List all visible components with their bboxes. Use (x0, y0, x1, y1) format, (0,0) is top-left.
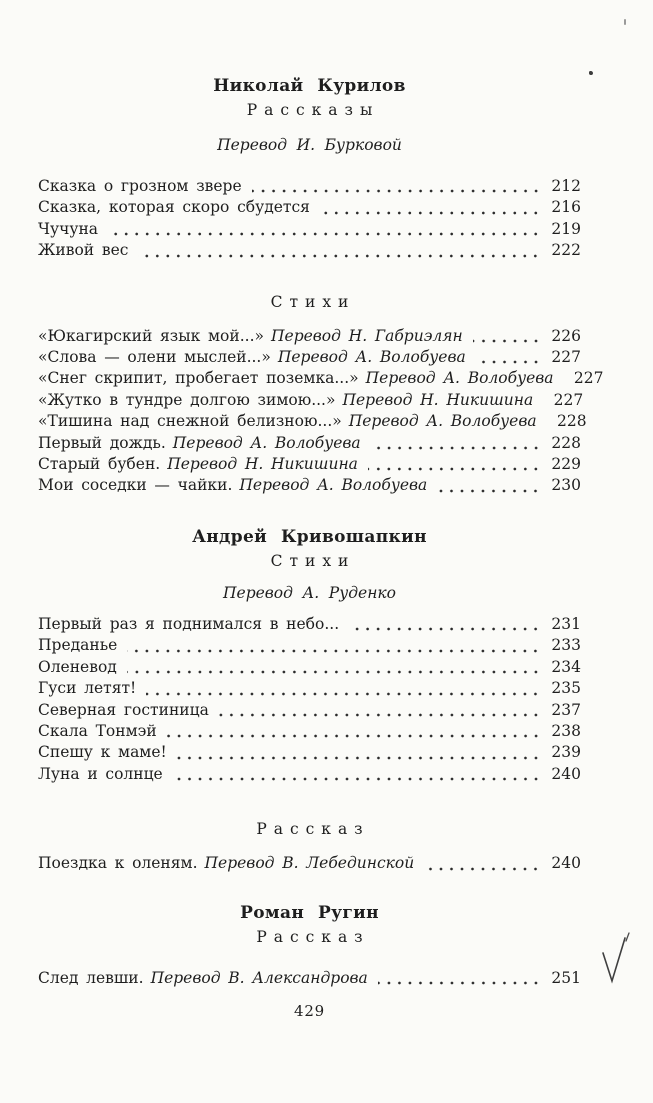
genre-heading: Рассказы (246, 101, 380, 119)
toc-entry-list (38, 176, 581, 262)
entry-page-number: 251 (551, 968, 581, 987)
toc-section (38, 901, 581, 989)
dot-leader (320, 211, 541, 215)
entry-title: Поездка к оленям. (38, 854, 198, 873)
entry-title: Оленевод (38, 657, 117, 676)
entry-title: Живой вес (38, 241, 129, 260)
entry-title: Старый бубен. (38, 455, 161, 474)
toc-entry (38, 968, 581, 989)
translator-note: Перевод И. Бурковой (217, 136, 402, 154)
entry-page-number: 227 (551, 348, 581, 367)
toc-entry (38, 176, 581, 197)
toc-entry-list (38, 326, 604, 497)
toc-entry-list (38, 853, 581, 874)
toc-sections (38, 74, 604, 989)
entry-translator: Перевод А. Волобуева (239, 476, 428, 495)
dot-leader (108, 232, 541, 236)
entry-page-number: 230 (551, 476, 581, 495)
author-heading: Андрей Кривошапкин (192, 526, 427, 547)
entry-page-number: 240 (551, 764, 581, 783)
entry-translator: Перевод А. Волобуева (172, 433, 361, 452)
dot-leader (219, 713, 541, 717)
entry-page-number: 239 (551, 743, 581, 762)
dot-leader (252, 189, 541, 193)
toc-entry (38, 475, 581, 496)
entry-title: Первый дождь. (38, 433, 166, 452)
entry-title: Скала Тонмэй (38, 721, 157, 740)
entry-translator: Перевод Н. Никишина (342, 390, 534, 409)
author-heading: Роман Ругин (240, 902, 379, 923)
toc-entry (38, 368, 604, 389)
toc-entry (38, 326, 581, 347)
entry-page-number: 212 (551, 177, 581, 195)
entry-page-number: 240 (551, 854, 581, 873)
toc-entry (38, 347, 581, 368)
entry-page-number: 227 (573, 369, 604, 388)
toc-entry (38, 219, 581, 240)
entry-translator: Перевод Н. Габриэлян (271, 326, 463, 345)
entry-translator: Перевод А. Волобуева (348, 412, 537, 431)
entry-title: «Юкагирский язык мой...» (38, 326, 264, 345)
entry-page-number: 229 (551, 455, 581, 474)
page-number: 429 (294, 1001, 325, 1020)
dot-leader (368, 467, 541, 471)
toc-entry (38, 764, 581, 785)
entry-title: Первый раз я поднимался в небо... (38, 614, 340, 633)
entry-page-number: 238 (551, 721, 581, 740)
dot-leader (127, 649, 541, 653)
dot-leader (177, 756, 541, 760)
entry-page-number: 226 (551, 326, 581, 345)
entry-page-number: 237 (551, 700, 581, 719)
entry-translator: Перевод А. Волобуева (277, 348, 466, 367)
dot-leader (146, 692, 541, 696)
entry-title: Гуси летят! (38, 679, 137, 698)
entry-page-number: 233 (551, 636, 581, 655)
toc-entry (38, 454, 581, 475)
genre-heading: Стихи (270, 551, 356, 570)
toc-section (38, 817, 581, 874)
entry-title: Мои соседки — чайки. (38, 476, 233, 495)
entry-title: Сказка о грозном звере (38, 177, 242, 195)
genre-heading: Стихи (270, 292, 356, 311)
entry-title: Чучуна (38, 219, 99, 238)
entry-translator: Перевод В. Александрова (150, 968, 368, 987)
entry-title: «Тишина над снежной белизною...» (38, 412, 342, 431)
entry-title: След левши. (38, 968, 144, 987)
entry-title: Спешу к маме! (38, 743, 167, 762)
entry-title: «Слова — олени мыслей...» (38, 348, 271, 367)
dot-leader (138, 254, 541, 258)
toc-entry-list (38, 968, 581, 989)
toc-section (38, 74, 581, 262)
toc-entry-list (38, 614, 581, 785)
entry-page-number: 227 (553, 390, 584, 409)
genre-heading: Рассказ (256, 820, 370, 839)
ink-speck (624, 19, 626, 25)
dot-leader (127, 670, 541, 674)
toc-entry (38, 197, 581, 218)
toc-entry (38, 657, 581, 678)
toc-entry (38, 240, 581, 261)
toc-entry (38, 700, 581, 721)
toc-entry (38, 635, 581, 656)
genre-heading: Рассказ (256, 927, 370, 946)
entry-translator: Перевод В. Лебединской (204, 854, 415, 873)
toc-section (38, 290, 604, 497)
dot-leader (424, 867, 541, 871)
entry-page-number: 219 (551, 219, 581, 238)
toc-entry (38, 721, 581, 742)
translator-note: Перевод А. Руденко (223, 583, 396, 602)
entry-translator: Перевод А. Волобуева (365, 369, 554, 388)
entry-title: Северная гостиница (38, 700, 209, 719)
entry-page-number: 228 (551, 433, 581, 452)
dot-leader (476, 360, 541, 364)
toc-entry (38, 433, 581, 454)
toc-entry (38, 411, 587, 432)
toc-entry (38, 614, 581, 635)
entry-page-number: 234 (551, 657, 581, 676)
toc-entry (38, 742, 581, 763)
entry-translator: Перевод Н. Никишина (167, 455, 358, 474)
entry-title: Сказка, которая скоро сбудется (38, 198, 310, 217)
entry-page-number: 235 (551, 679, 581, 698)
entry-title: Луна и солнце (38, 764, 163, 783)
dot-leader (167, 734, 541, 738)
ink-speck (589, 71, 593, 75)
dot-leader (437, 489, 541, 493)
dot-leader (371, 446, 541, 450)
entry-page-number: 222 (551, 241, 581, 260)
toc-entry (38, 390, 584, 411)
dot-leader (349, 627, 541, 631)
entry-page-number: 228 (557, 412, 587, 431)
dot-leader (173, 777, 541, 781)
toc-section (38, 525, 581, 785)
handwritten-checkmark (596, 931, 634, 987)
dot-leader (378, 981, 541, 985)
entry-title: «Жутко в тундре долгою зимою...» (38, 390, 336, 409)
entry-page-number: 231 (551, 614, 581, 633)
author-heading: Николай Курилов (213, 76, 406, 96)
toc-entry (38, 853, 581, 874)
dot-leader (473, 339, 541, 343)
entry-title: «Снег скрипит, пробегает поземка...» (38, 369, 359, 388)
toc-entry (38, 678, 581, 699)
entry-page-number: 216 (551, 198, 581, 217)
entry-title: Преданье (38, 636, 118, 655)
